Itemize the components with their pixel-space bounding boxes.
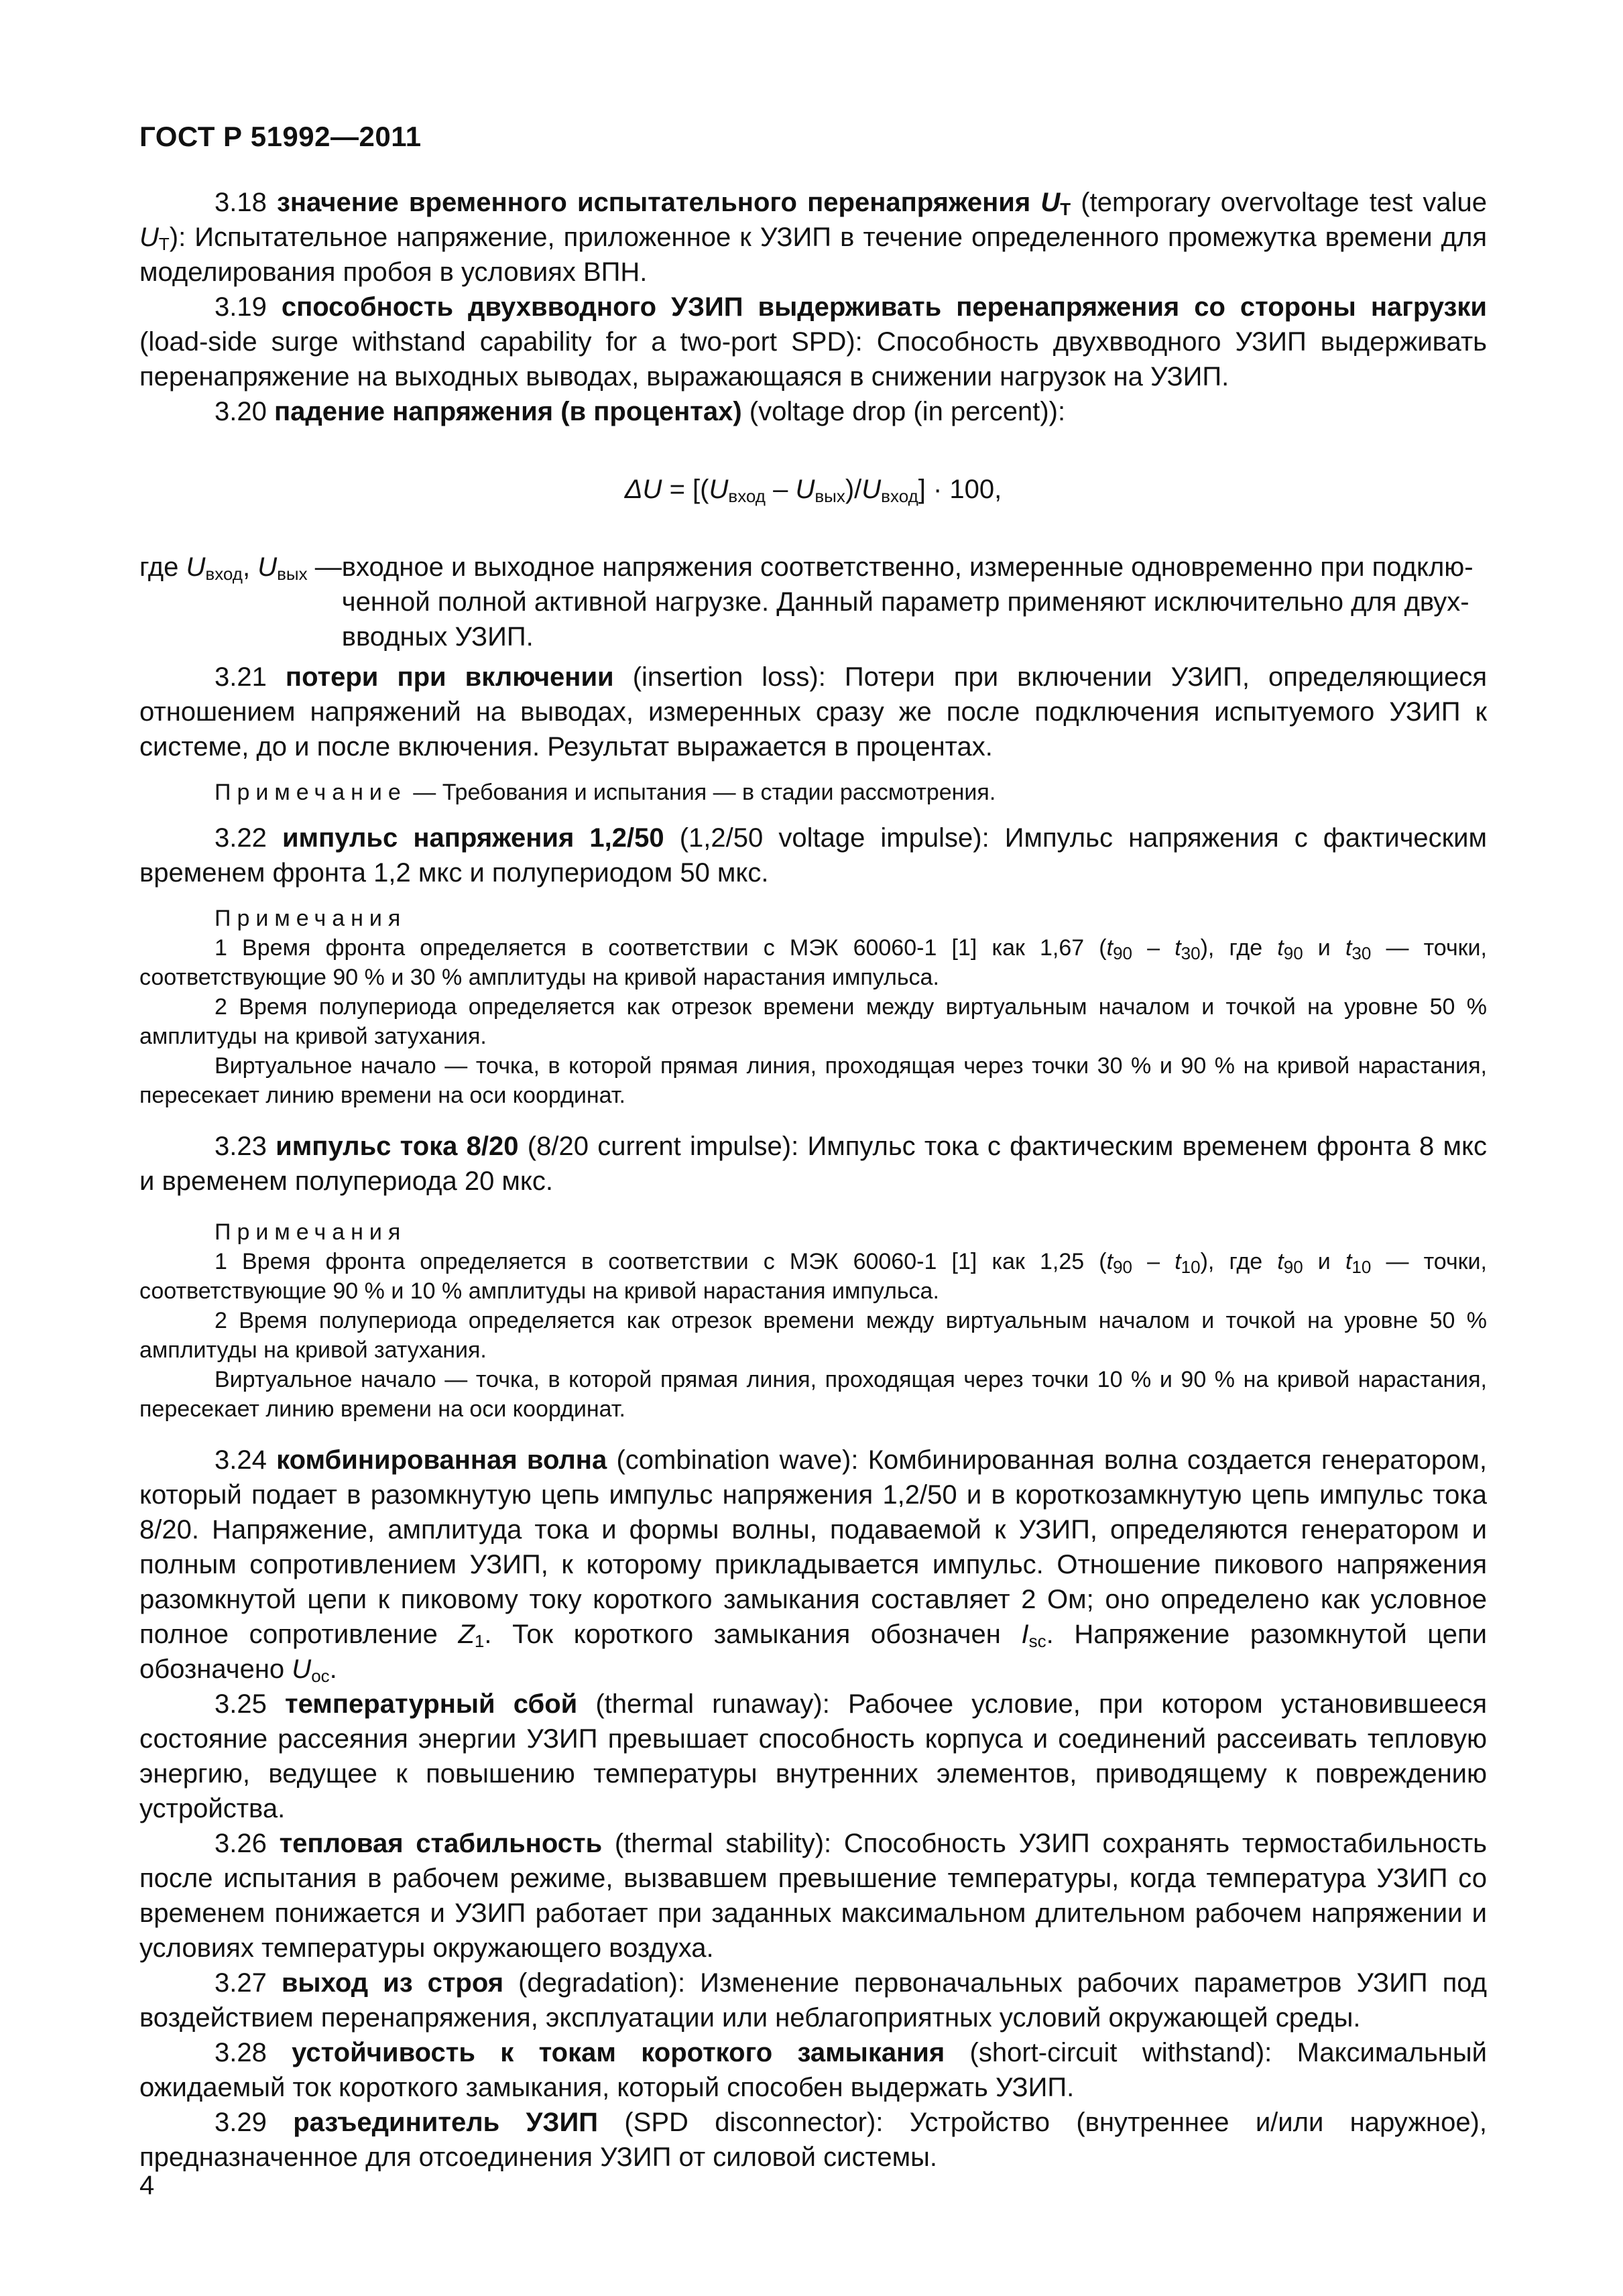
section-text: (short-circuit withstand): Максимальный ожидаемый ток короткого замыкания, который способен выдержать УЗИП. (139, 2038, 1487, 2102)
term: тепловая стабильность (279, 1829, 603, 1858)
formula-subscript: вход (728, 486, 766, 506)
note-text: – (1132, 1249, 1175, 1274)
formula-part: ] · 100, (918, 475, 1002, 504)
section-number: 3.28 (215, 2038, 292, 2067)
term: выход из строя (281, 1968, 504, 1998)
section-text: . (329, 1654, 337, 1684)
note-text: и (1303, 1249, 1345, 1274)
formula-subscript: 1 (474, 1631, 485, 1651)
notes-label-text: Примечания (215, 906, 407, 931)
section-3-22 (139, 821, 1487, 890)
term: температурный сбой (285, 1689, 578, 1719)
section-number: 3.18 (215, 188, 278, 217)
formula-legend-key (139, 550, 342, 654)
section-text: (8/20 current impulse): Импульс тока с фактическим временем фронта 8 мкс и временем полупериода 20 мкс. (139, 1132, 1487, 1196)
section-3-20 (139, 394, 1487, 429)
formula-symbol: t (1175, 935, 1181, 961)
note-text: — Требования и испытания — в стадии рассмотрения. (406, 780, 996, 805)
formula-symbol: t (1277, 935, 1284, 961)
section-text: . Напряжение разомкнутой цепи обозначено (139, 1620, 1488, 1684)
formula-symbol: Z (458, 1620, 475, 1649)
formula-symbol: t (1277, 1249, 1284, 1274)
note-text: ), где (1200, 935, 1278, 961)
section-text: (insertion loss): Потери при включении УЗИП, определяющиеся отношением напряжений на выводах, измеренных сразу же после подключения испытуемого УЗИП к системе, до и после включения. Результат выражается в процентах. (139, 662, 1487, 762)
formula-part: – (765, 475, 796, 504)
section-text: (combination wave): Комбинированная волна создается генератором, который подает в разомкнутую цепь импульс напряжения 1,2/50 и в короткозамкнутую цепь импульс тока 8/20. Напряжение, амплитуда тока и формы волны, подаваемой к УЗИП, определяются генератором и полным сопротивлением УЗИП, к которому прикладывается импульс. Отношение пикового напряжения разомкнутой цепи к пиковому току короткого замыкания составляет 2 Ом; оно определено как условное полное сопротивление (139, 1445, 1487, 1649)
formula-symbol: U (795, 475, 815, 504)
section-3-24 (139, 1443, 1487, 1687)
section-text: (temporary overvoltage test value (1071, 188, 1488, 217)
term: способность двухвводного УЗИП выдерживать перенапряжения со стороны нагрузки (281, 292, 1488, 322)
notes-label-text: Примечания (215, 1219, 407, 1245)
formula-symbol: I (1021, 1620, 1029, 1649)
symbol-subscript: T (158, 234, 170, 254)
note-item: 2 Время полупериода определяется как отрезок времени между виртуальным началом и точкой на уровне 50 % амплитуды на кривой затухания. (139, 994, 1487, 1049)
formula-subscript: 90 (1283, 943, 1303, 963)
section-number: 3.26 (215, 1829, 280, 1858)
formula-symbol: U (257, 552, 278, 582)
section-3-26 (139, 1826, 1487, 1966)
note-text: — точки, соответствующие 90 % и 10 % амплитуды на кривой нарастания импульса. (139, 1249, 1487, 1304)
note-item: 2 Время полупериода определяется как отрезок времени между виртуальным началом и точкой на уровне 50 % амплитуды на кривой затухания. (139, 1308, 1487, 1363)
section-text: . Ток короткого замыкания обозначен (484, 1620, 1022, 1649)
formula-symbol: t (1106, 935, 1114, 961)
term: падение напряжения (в процентах) (274, 397, 742, 426)
section-number: 3.23 (215, 1132, 276, 1161)
note-label: Примечание (215, 780, 407, 805)
note-text: — точки, соответствующие 90 % и 30 % амплитуды на кривой нарастания импульса. (139, 935, 1487, 990)
term: импульс напряжения 1,2/50 (282, 823, 664, 853)
notes-label (139, 1217, 1487, 1247)
section-text: ): Испытательное напряжение, приложенное к УЗИП в течение определенного промежутка времени для моделирования пробоя в условиях ВПН. (139, 223, 1487, 287)
legend-lead: где (139, 552, 186, 582)
legend-line: ченной полной активной нагрузке. Данный параметр применяют исключительно для двух- (341, 587, 1469, 617)
section-number: 3.22 (215, 823, 282, 853)
section-number: 3.29 (215, 2108, 294, 2137)
formula-subscript: oc (311, 1666, 330, 1686)
legend-line: вводных УЗИП. (341, 622, 534, 652)
formula-legend (139, 550, 1487, 654)
symbol: U (1040, 188, 1061, 217)
formula-subscript: 90 (1113, 1257, 1133, 1277)
section-number: 3.19 (215, 292, 282, 322)
formula-subscript: 30 (1351, 943, 1372, 963)
formula-symbol: t (1345, 1249, 1352, 1274)
section-3-23 (139, 1129, 1487, 1199)
formula-symbol: t (1175, 1249, 1181, 1274)
notes-label (139, 904, 1487, 933)
formula-part: = [( (662, 475, 709, 504)
section-3-27 (139, 1966, 1487, 2035)
term: значение временного испытательного перенапряжения (277, 188, 1041, 217)
formula-subscript: 90 (1113, 943, 1133, 963)
note-text: 1 Время фронта определяется в соответствии с МЭК 60060-1 [1] как 1,25 ( (215, 1249, 1107, 1274)
note-item (139, 933, 1487, 992)
formula-subscript: вход (881, 486, 918, 506)
formula-symbol: U (186, 552, 206, 582)
section-3-21 (139, 660, 1487, 764)
section-text: (voltage drop (in percent)): (741, 397, 1066, 426)
note-item: Виртуальное начало — точка, в которой прямая линия, проходящая через точки 10 % и 90 % на кривой нарастания, пересекает линию времени на оси координат. (139, 1367, 1487, 1422)
formula-legend-text (342, 550, 1474, 654)
formula-symbol: U (292, 1654, 312, 1684)
section-3-19 (139, 290, 1487, 394)
formula-part: )/ (845, 475, 862, 504)
section-text: (load-side surge withstand capability for a two-port SPD): Способность двухвводного УЗИП выдерживать перенапряжение на выходных выводах, выражающаяся в снижении нагрузок на УЗИП. (139, 327, 1487, 391)
legend-dash: — (307, 552, 342, 582)
section-text: (SPD disconnector): Устройство (внутреннее и/или наружное), предназначенное для отсоединения УЗИП от силовой системы. (139, 2108, 1487, 2172)
legend-sep: , (242, 552, 258, 582)
voltage-drop-formula (139, 472, 1487, 507)
document-header: ГОСТ Р 51992—2011 (139, 121, 422, 152)
formula-symbol: t (1345, 935, 1352, 961)
term: разъединитель УЗИП (293, 2108, 598, 2137)
formula-subscript: 30 (1181, 943, 1201, 963)
formula-symbol: t (1106, 1249, 1114, 1274)
term: потери при включении (285, 662, 614, 692)
note-text: 1 Время фронта определяется в соответствии с МЭК 60060-1 [1] как 1,67 ( (215, 935, 1107, 961)
section-text: (thermal stability): Способность УЗИП сохранять термостабильность после испытания в рабочем режиме, вызвавшем превышение температуры, когда температура УЗИП со временем понижается и УЗИП работает при заданных максимальном длительном рабочем напряжении и условиях температуры окружающего воздуха. (139, 1829, 1487, 1963)
formula-subscript: 10 (1181, 1257, 1201, 1277)
term: устойчивость к токам короткого замыкания (292, 2038, 945, 2067)
section-3-28 (139, 2035, 1487, 2105)
formula-subscript: 10 (1351, 1257, 1372, 1277)
symbol: U (139, 223, 159, 252)
term: комбинированная волна (276, 1445, 607, 1475)
term: импульс тока 8/20 (276, 1132, 519, 1161)
note-text: и (1303, 935, 1345, 961)
symbol-subscript: T (1060, 199, 1071, 219)
section-3-25 (139, 1687, 1487, 1826)
section-3-18 (139, 185, 1487, 290)
note-text: – (1132, 935, 1175, 961)
page-number: 4 (139, 2171, 155, 2200)
formula-subscript: вых (815, 486, 845, 506)
section-number: 3.25 (215, 1689, 285, 1719)
formula-lhs: ΔU (624, 475, 662, 504)
section-text: (thermal runaway): Рабочее условие, при котором установившееся состояние рассеяния энергии УЗИП превышает способность корпуса и соединений рассеивать тепловую энергию, ведущее к повышению температуры внутренних элементов, приводящему к повреждению устройства. (139, 1689, 1487, 1823)
section-number: 3.27 (215, 1968, 282, 1998)
section-number: 3.20 (215, 397, 274, 426)
formula-subscript: sc (1028, 1631, 1046, 1651)
section-number: 3.24 (215, 1445, 277, 1475)
formula-subscript: 90 (1283, 1257, 1303, 1277)
formula-subscript: вход (205, 564, 243, 584)
note-item: Виртуальное начало — точка, в которой прямая линия, проходящая через точки 30 % и 90 % на кривой нарастания, пересекает линию времени на оси координат. (139, 1053, 1487, 1108)
section-number: 3.21 (215, 662, 286, 692)
section-text: (degradation): Изменение первоначальных рабочих параметров УЗИП под воздействием перенапряжения, эксплуатации или неблагоприятных условий окружающей среды. (139, 1968, 1488, 2033)
document-page (139, 121, 1487, 2175)
legend-line: входное и выходное напряжения соответственно, измеренные одновременно при подклю- (341, 552, 1474, 582)
note-3-21 (139, 778, 1487, 807)
note-item (139, 1247, 1487, 1306)
section-3-29 (139, 2105, 1487, 2175)
formula-symbol: U (709, 475, 729, 504)
note-text: ), где (1200, 1249, 1278, 1274)
formula-subscript: вых (277, 564, 308, 584)
section-text: (1,2/50 voltage impulse): Импульс напряжения с фактическим временем фронта 1,2 мкс и полупериодом 50 мкс. (139, 823, 1488, 888)
formula-symbol: U (861, 475, 882, 504)
